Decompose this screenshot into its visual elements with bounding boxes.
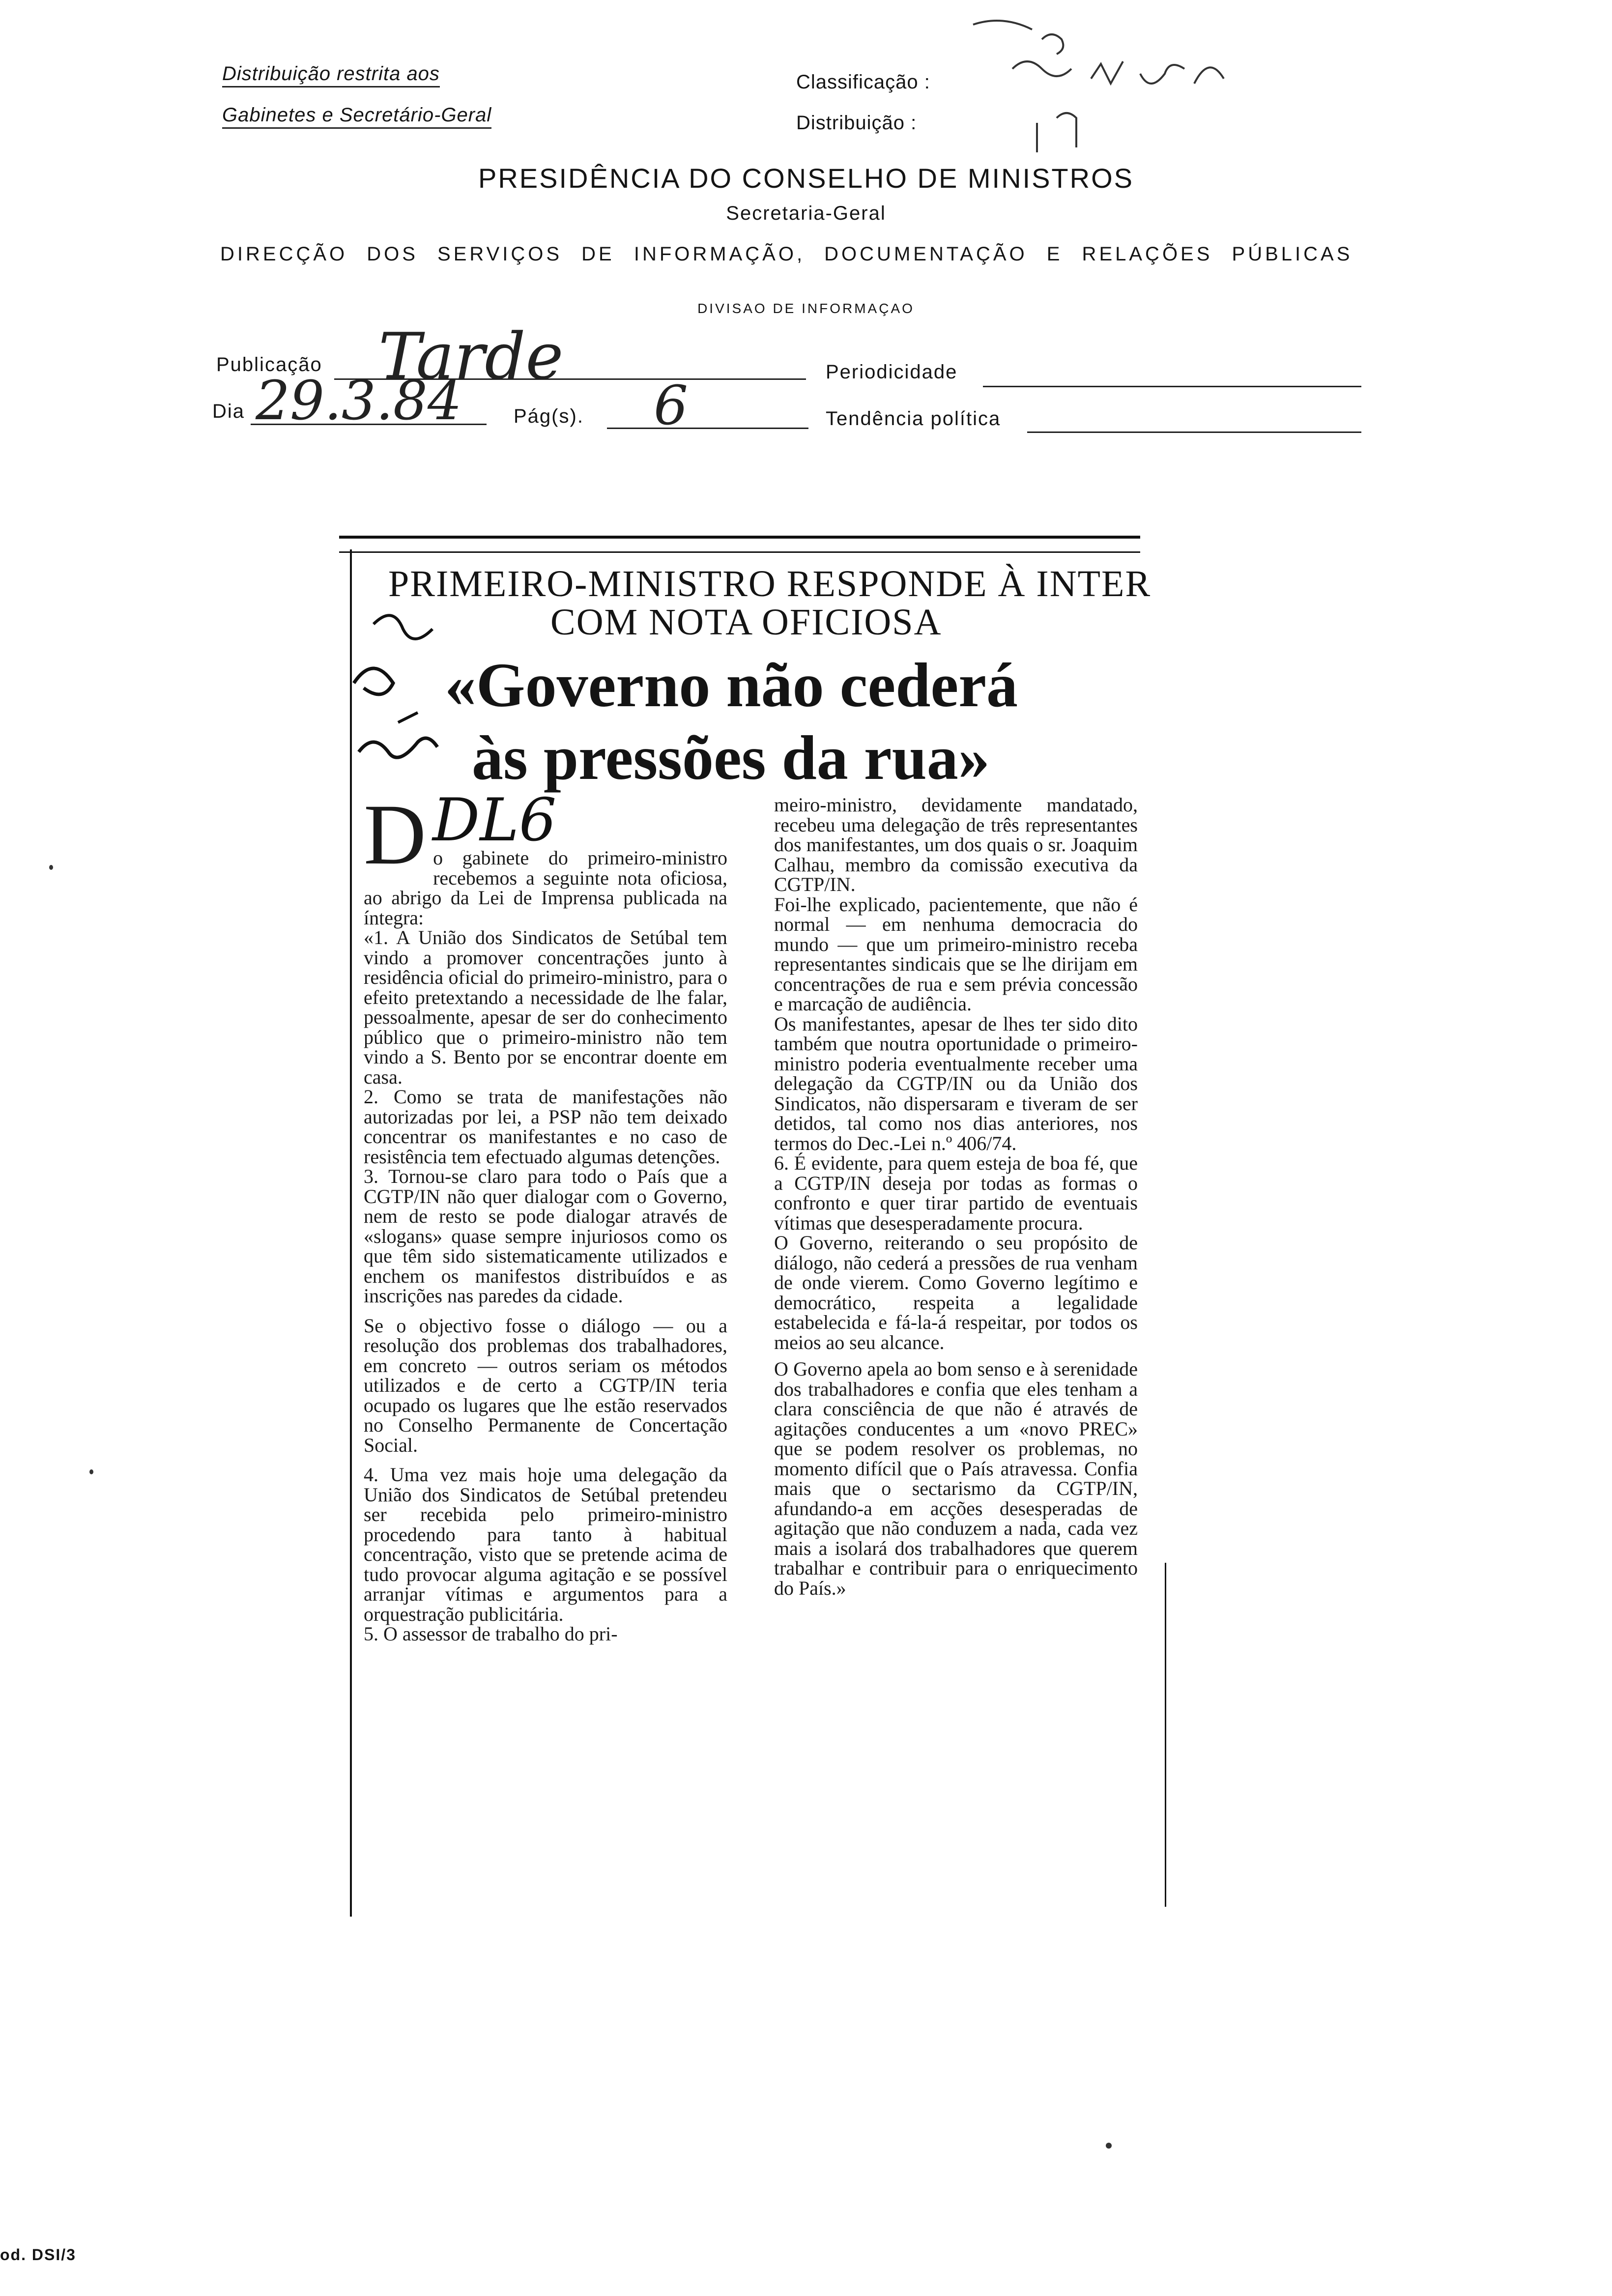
publicacao-value: Tarde [378, 319, 564, 394]
periodicidade-line [983, 386, 1361, 387]
dia-label: Dia [212, 401, 245, 422]
division-label: DIVISAO DE INFORMAÇAO [697, 301, 915, 316]
article-paragraph: Foi-lhe explicado, pacientemente, que não é normal — em nenhuma democracia do mundo — que um primeiro-ministro receba representantes sindicais que se lhe dirijam em concentrações de rua e sem prévia concessão e marcação de audiência. [774, 893, 1138, 1015]
clipping-top-rule-thin [339, 551, 1140, 553]
article-paragraph: O Governo, reiterando o seu propósito de diálogo, não cederá a pressões de rua venham de onde vierem. Como Governo legítimo e democrático, respeita a legalidade estabelecida e fá-la-á respeitar, por todos os meios ao seu alcance. [774, 1232, 1138, 1353]
article-paragraph: «1. A União dos Sindicatos de Setúbal tem vindo a promover concentrações junto à residência oficial do primeiro-ministro, para o efeito pretextando a necessidade de lhe falar, pessoalmente, apesar de ser do conhecimento público que o primeiro-ministro não tem vindo a S. Bento por se encontrar doente em casa. [364, 926, 727, 1088]
periodicidade-label: Periodicidade [826, 361, 958, 383]
article-paragraph: meiro-ministro, devidamente mandatado, recebeu uma delegação de três representantes dos manifestantes, um dos quais o sr. Joaquim Calhau, membro da comissão executiva da CGTP/IN. [774, 794, 1138, 895]
article-column-2 [774, 795, 1138, 1598]
pags-label: Pág(s). [514, 405, 584, 427]
dia-value: 29.3.84 [256, 369, 462, 432]
distribution-line-2: Gabinetes e Secretário-Geral [222, 104, 491, 129]
margin-annotation: DL6 [432, 786, 557, 855]
clipping-top-rule [339, 536, 1140, 539]
pags-value: 6 [654, 374, 688, 437]
article-paragraph: o gabinete do primeiro-ministro recebemos a seguinte nota oficiosa, ao abrigo da Lei de Imprensa publicada na íntegra: [364, 847, 727, 929]
organization-title: PRESIDÊNCIA DO CONSELHO DE MINISTROS [478, 163, 1134, 194]
article-headline-line-2: às pressões da rua» [472, 723, 990, 793]
article-paragraph: 6. É evidente, para quem esteja de boa fé, que a CGTP/IN deseja por todas as formas o confronto e quer tirar partido de eventuais vítimas que desesperadamente procura. [774, 1152, 1138, 1234]
drop-cap: D [364, 787, 427, 883]
scan-speck [49, 865, 53, 870]
article-headline-line-1: «Governo não cederá [445, 650, 1018, 720]
tendencia-line [1027, 431, 1361, 433]
clipping-right-border [1165, 1563, 1166, 1907]
headline-handwritten-marks [344, 595, 491, 801]
scan-speck [1106, 2143, 1112, 2149]
article-paragraph: 4. Uma vez mais hoje uma delegação da União dos Sindicatos de Setúbal pretendeu ser recebida pelo primeiro-ministro procedendo para tanto à habitual concentração, visto que se pretende acima de tudo provocar alguma agitação e se possível arranjar vítimas e argumentos para a orquestração publicitária. [364, 1464, 727, 1625]
department-label: DIRECÇÃO DOS SERVIÇOS DE INFORMAÇÃO, DOCUMENTAÇÃO E RELAÇÕES PÚBLICAS [220, 243, 1353, 265]
article-column-1 [364, 787, 727, 1645]
article-paragraph: 5. O assessor de trabalho do pri- [364, 1623, 618, 1645]
scan-speck [89, 1469, 93, 1474]
form-code: od. DSI/3 [0, 2246, 76, 2264]
classificacao-label: Classificação : [796, 71, 930, 93]
handwritten-scribble [963, 10, 1307, 167]
publicacao-label: Publicação [216, 354, 322, 375]
article-paragraph: 3. Tornou-se claro para todo o País que a CGTP/IN não quer dialogar com o Governo, nem de resto se pode dialogar através de «slogans» quase sempre injuriosos como os que têm sido sistematicamente utilizados e enchem os manifestos distribuídos e as inscrições nas paredes da cidade. [364, 1165, 727, 1307]
distribuicao-label: Distribuição : [796, 112, 917, 134]
article-paragraph: Se o objectivo fosse o diálogo — ou a resolução dos problemas dos trabalhadores, em concreto — outros seriam os métodos utilizados e de certo a CGTP/IN teria ocupado os lugares que lhe estão reservados no Conselho Permanente de Concertação Social. [364, 1314, 727, 1456]
article-kicker-line-1: PRIMEIRO-MINISTRO RESPONDE À INTER [388, 563, 1151, 604]
pags-line [607, 428, 808, 429]
article-paragraph: 2. Como se trata de manifestações não autorizadas por lei, a PSP não tem deixado concentrar os manifestantes e no caso de resistência tem efectuado algumas detenções. [364, 1086, 727, 1168]
article-paragraph: O Governo apela ao bom senso e à serenidade dos trabalhadores e confia que eles tenham a clara consciência de que não é através de agitações conducentes a um «novo PREC» que se podem resolver os problemas, no momento difícil que o País atravessa. Confia mais que o sectarismo da CGTP/IN, afundando-a em acções desesperadas de agitação que não conduzem a nada, cada vez mais a isolará dos trabalhadores que querem trabalhar e contribuir para o enriquecimento do País.» [774, 1358, 1138, 1599]
article-kicker-line-2: COM NOTA OFICIOSA [550, 602, 942, 643]
distribution-line-1: Distribuição restrita aos [222, 63, 440, 87]
secretariat-label: Secretaria-Geral [726, 202, 886, 224]
article-paragraph: Os manifestantes, apesar de lhes ter sido dito também que noutra oportunidade o primeiro-ministro poderia eventualmente receber uma delegação da CGTP/IN ou da União dos Sindicatos, não dispersaram e tiveram de ser detidos, tal como nos dias anteriores, nos termos do Dec.-Lei n.º 406/74. [774, 1012, 1138, 1154]
tendencia-label: Tendência política [826, 408, 1001, 430]
